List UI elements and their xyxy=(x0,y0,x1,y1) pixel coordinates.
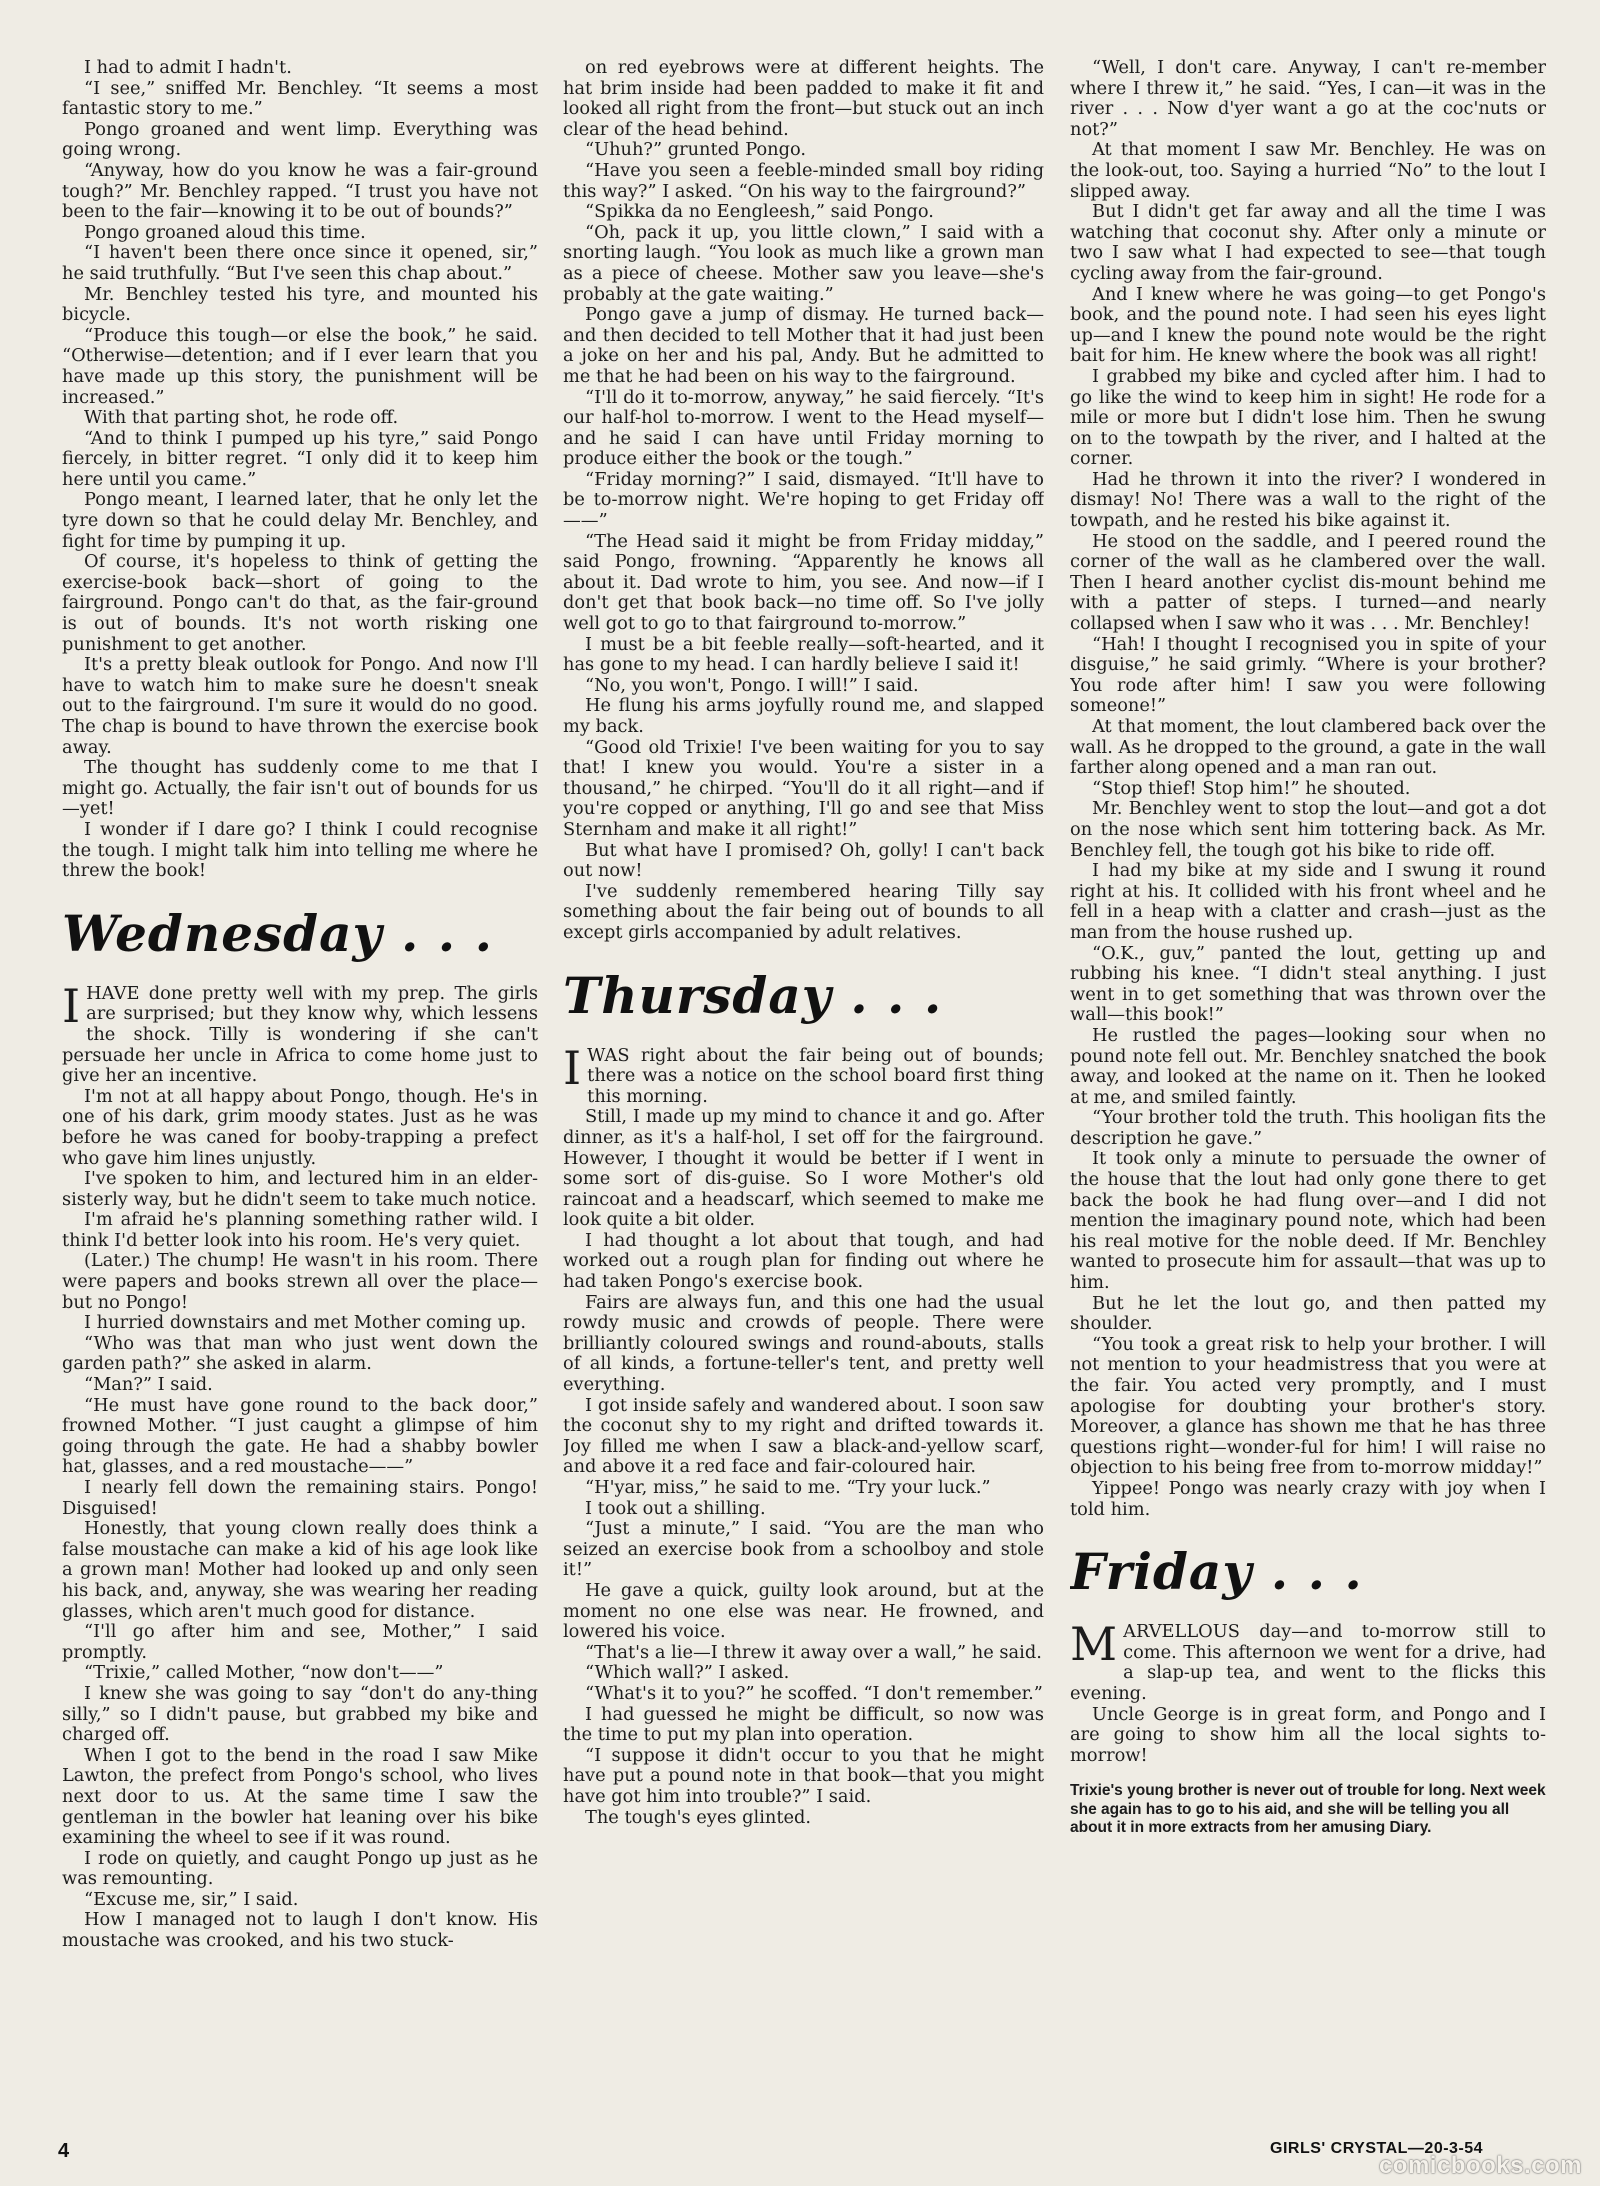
paragraph: I hurried downstairs and met Mother coming up. xyxy=(84,1312,527,1334)
paragraph: Honestly, that young clown really does think a false moustache can make a kid of his age look like a grown man! Mother had looked up and only seen his back, and, anyway, she was wearing her reading glasses, which aren't much good for distance. xyxy=(62,1518,538,1622)
paragraph: He gave a quick, guilty look around, but at the moment no one else was near. He frowned, and lowered his voice. xyxy=(563,1579,1044,1643)
paragraph: He flung his arms joyfully round me, and slapped my back. xyxy=(563,695,1044,737)
paragraph: I wonder if I dare go? I think I could recognise the tough. I might talk him into telling me where he threw the book! xyxy=(62,818,538,882)
paragraph: “I haven't been there once since it opened, sir,” he said truthfully. “But I've seen this chap about.” xyxy=(62,242,538,284)
watermark: comicbooks.com xyxy=(1378,2152,1582,2179)
paragraph: It took only a minute to persuade the owner of the house that the lout had only gone there to get back the book he had flung over—and I did not mention the imaginary pound note, which had been his real motive for the noble deed. If Mr. Benchley wanted to prosecute him for assault—that was up to him. xyxy=(1070,1148,1546,1294)
paragraph: “Your brother told the truth. This hooligan fits the description he gave.” xyxy=(1070,1107,1546,1149)
drop-cap: I xyxy=(62,978,81,1033)
paragraph: But he let the lout go, and then patted my shoulder. xyxy=(1070,1292,1546,1335)
paragraph: I had guessed he might be difficult, so now was the time to put my plan into operation. xyxy=(563,1703,1044,1746)
thursday-opening-paragraph xyxy=(563,1040,1044,1108)
paragraph: “I see,” sniffed Mr. Benchley. “It seems a most fantastic story to me.” xyxy=(62,77,538,120)
paragraph: “Produce this tough—or else the book,” he said. “Otherwise—detention; and if I ever learn that you have made up this story, the punishment will be increased.” xyxy=(62,324,538,408)
paragraph: I'm not at all happy about Pongo, though. He's in one of his dark, grim moody states. Just as he was before he was caned for booby-trapping a prefect who gave him lines unjustly. xyxy=(62,1085,538,1169)
paragraph: I knew she was going to say “don't do any-thing silly,” so I didn't pause, but grabbed my bike and charged off. xyxy=(62,1682,538,1746)
opening-text: ARVELLOUS day—and to-morrow still to come. This afternoon we went for a drive, had a slap-up tea, and went to the flicks this evening. xyxy=(1070,1621,1546,1704)
paragraph: I had thought a lot about that tough, and had worked out a rough plan for finding out where he had taken Pongo's exercise book. xyxy=(563,1229,1044,1293)
paragraph: Of course, it's hopeless to think of getting the exercise-book back—short of going to the fairground. Pongo can't do that, as the fair-ground is out of bounds. It's not worth risking one punishment to get another. xyxy=(62,551,538,655)
paragraph: “Stop thief! Stop him!” he shouted. xyxy=(1092,777,1411,799)
paragraph: “Excuse me, sir,” I said. xyxy=(84,1888,299,1910)
column-2-paragraphs-a xyxy=(563,58,1044,944)
drop-cap: M xyxy=(1070,1617,1118,1672)
paragraph: Had he thrown it into the river? I wondered in dismay! No! There was a wall to the right of the towpath, and he rested his bike against it. xyxy=(1070,468,1546,532)
paragraph: I took out a shilling. xyxy=(585,1497,766,1519)
paragraph: At that moment, the lout clambered back over the wall. As he dropped to the ground, a gate in the wall farther along opened and a man ran out. xyxy=(1070,716,1546,779)
paragraph: Mr. Benchley tested his tyre, and mounted his bicycle. xyxy=(62,283,538,326)
paragraph: Still, I made up my mind to chance it and go. After dinner, as it's a half-hol, I set off for the fairground. However, I thought it would be better if I went in some sort of dis-guise. So I wore Mother's old raincoat and a headscarf, which seemed to make me look quite a bit older. xyxy=(563,1106,1044,1231)
column-1-paragraphs-a xyxy=(62,58,538,882)
paragraph: I'm afraid he's planning something rather wild. I think I'd better look into his room. He's very quiet. xyxy=(62,1209,538,1251)
paragraph: With that parting shot, he rode off. xyxy=(84,407,399,429)
paragraph: He stood on the saddle, and I peered round the corner of the wall as he clambered over the wall. Then I heard another cyclist dis-mount behind me with a patter of steps. I turned—and nearly collapsed when I saw who it was . . . Mr. Benchley! xyxy=(1070,530,1546,635)
text-column-1 xyxy=(62,58,538,2108)
paragraph: I've spoken to him, and lectured him in an elder-sisterly way, but he didn't seem to take much notice. xyxy=(62,1168,538,1210)
paragraph: Pongo gave a jump of dismay. He turned back—and then decided to tell Mother that it had just been a joke on her and his pal, Andy. But he admitted to me that he had been on his way to the fairground. xyxy=(563,304,1044,387)
heading-wednesday: Wednesday . . . xyxy=(62,903,494,963)
magazine-footer: GIRLS' CRYSTAL—20-3-54 xyxy=(1270,2140,1484,2157)
paragraph: “Anyway, how do you know he was a fair-ground tough?” Mr. Benchley rapped. “I trust you have not been to the fair—knowing it to be out of bounds?” xyxy=(62,159,538,223)
paragraph: “O.K., guv,” panted the lout, getting up and rubbing his knee. “I didn't steal anything. I just went in to get something that was thrown over the wall—this book!” xyxy=(1070,942,1546,1026)
paragraph: “That's a lie—I threw it away over a wall,” he said. xyxy=(585,1641,1042,1663)
paragraph: At that moment I saw Mr. Benchley. He was on the look-out, too. Saying a hurried “No” to the lout I slipped away. xyxy=(1070,139,1546,202)
friday-opening-paragraph xyxy=(1070,1617,1546,1704)
column-2-paragraphs-b xyxy=(563,1107,1044,1828)
paragraph: How I managed not to laugh I don't know. His moustache was crooked, and his two stuck- xyxy=(62,1909,538,1952)
paragraph: I had to admit I hadn't. xyxy=(84,58,292,78)
paragraph: I got inside safely and wandered about. I soon saw the coconut shy to my right and drifted towards it. Joy filled me when I saw a black-and-yellow scarf, and above it a red face and fair-coloured hair. xyxy=(563,1394,1044,1478)
paragraph: “No, you won't, Pongo. I will!” I said. xyxy=(585,674,919,696)
paragraph: I rode on quietly, and caught Pongo up just as he was remounting. xyxy=(62,1847,538,1890)
paragraph: “Who was that man who just went down the garden path?” she asked in alarm. xyxy=(62,1332,538,1375)
paragraph: Mr. Benchley went to stop the lout—and got a dot on the nose which sent him tottering back. As Mr. Benchley fell, the tough got his bike to ride off. xyxy=(1070,798,1546,861)
paragraph: “And to think I pumped up his tyre,” said Pongo fiercely, in bitter regret. “I only did it to keep him here until you came.” xyxy=(62,427,538,490)
drop-cap: I xyxy=(563,1040,582,1095)
paragraph: Uncle George is in great form, and Pongo and I are going to show him all the local sights to-morrow! xyxy=(1070,1703,1546,1766)
text-column-3 xyxy=(1070,58,1546,2108)
paragraph: Pongo groaned and went limp. Everything was going wrong. xyxy=(62,118,538,161)
paragraph: But I didn't get far away and all the time I was watching that coconut shy. After only a minute or two I saw what I had expected to see—that tough cycling away from the fair-ground. xyxy=(1070,201,1546,284)
paragraph: “H'yar, miss,” he said to me. “Try your luck.” xyxy=(585,1477,991,1498)
paragraph: “Well, I don't care. Anyway, I can't re-member where I threw it,” he said. “Yes, I can—it was in the river . . . Now d'yer want a go at the coc'nuts or not?” xyxy=(1070,58,1546,140)
paragraph: “Man?” I said. xyxy=(84,1374,213,1396)
heading-friday: Friday . . . xyxy=(1070,1542,1363,1602)
paragraph: “Spikka da no Eengleesh,” said Pongo. xyxy=(585,201,934,223)
paragraph: “You took a great risk to help your brother. I will not mention to your headmistress that you were at the fair. You acted very promptly, and I must apologise for doubting your brother's story. Moreover, a glance has shown me that he has three questions right—wonder-ful for him! I will raise no objection to his being free from to-morrow midday!” xyxy=(1070,1333,1546,1479)
heading-thursday: Thursday . . . xyxy=(563,965,943,1025)
paragraph: on red eyebrows were at different heights. The hat brim inside had been padded to make it fit and looked all right from the front—but stuck out an inch clear of the head behind. xyxy=(563,58,1044,140)
paragraph: But what have I promised? Oh, golly! I can't back out now! xyxy=(563,839,1044,882)
wednesday-opening-paragraph xyxy=(62,978,538,1087)
paragraph: The tough's eyes glinted. xyxy=(585,1806,812,1828)
paragraph: And I knew where he was going—to get Pongo's book, and the pound note. I had seen his eyes light up—and I knew the pound note would be the right bait for him. He knew where the book was all right! xyxy=(1070,283,1546,367)
paragraph: “Just a minute,” I said. “You are the man who seized an exercise book from a schoolboy and stole it!” xyxy=(563,1518,1044,1581)
paragraph: Yippee! Pongo was nearly crazy with joy when I told him. xyxy=(1070,1477,1546,1520)
paragraph: “Hah! I thought I recognised you in spite of your disguise,” he said grimly. “Where is your brother? You rode after him! I saw you were following someone!” xyxy=(1070,633,1546,717)
page-number: 4 xyxy=(58,2140,70,2162)
paragraph: It's a pretty bleak outlook for Pongo. And now I'll have to watch him to make sure he doesn't sneak out to the fairground. I'm sure it would do no good. The chap is bound to have thrown the exercise book away. xyxy=(62,654,538,758)
paragraph: Fairs are always fun, and this one had the usual rowdy music and crowds of people. There were brilliantly coloured swings and round-abouts, stalls of all kinds, a fortune-teller's tent, and pretty well everything. xyxy=(563,1291,1044,1396)
paragraph: Pongo meant, I learned later, that he only let the tyre down so that he could delay Mr. Benchley, and fight for time by pumping it up. xyxy=(62,489,538,552)
paragraph: “Have you seen a feeble-minded small boy riding this way?” I asked. “On his way to the fairground?” xyxy=(563,159,1044,202)
paragraph: “Which wall?” I asked. xyxy=(585,1662,790,1684)
paragraph: When I got to the bend in the road I saw Mike Lawton, the prefect from Pongo's school, who lives next door to us. At the same time I saw the gentleman in the bowler hat leaning over his bike examining the wheel to see if it was round. xyxy=(62,1744,538,1849)
paragraph: “Uhuh?” grunted Pongo. xyxy=(585,139,807,161)
paragraph: “He must have gone round to the back door,” frowned Mother. “I just caught a glimpse of him going through the gate. He had a shabby bowler hat, glasses, and a red moustache——” xyxy=(62,1394,538,1478)
next-week-blurb: Trixie's young brother is never out of trouble for long. Next week she again has to go to his aid, and she will be telling you all about it in more extracts from her amusing Diary. xyxy=(1070,1782,1546,1837)
paragraph: “I'll do it to-morrow, anyway,” he said fiercely. “It's our half-hol to-morrow. I went to the Head myself—and he said I can have until Friday morning to produce either the book or the tough.” xyxy=(563,386,1044,470)
paragraph: “Friday morning?” I said, dismayed. “It'll have to be to-morrow night. We're hoping to get Friday off——” xyxy=(563,468,1044,532)
paragraph: He rustled the pages—looking sour when no pound note fell out. Mr. Benchley snatched the book away, and looked at the name on it. Then he looked at me, and smiled faintly. xyxy=(1070,1024,1546,1108)
paragraph: I grabbed my bike and cycled after him. I had to go like the wind to keep him in sight! He rode for a mile or more but I didn't lose him. Then he swung on to the towpath by the river, and I halted at the corner. xyxy=(1070,365,1546,470)
column-3-paragraphs-a xyxy=(1070,58,1546,1520)
paragraph: “I suppose it didn't occur to you that he might have put a pound note in that book—that you might have got him into trouble?” I said. xyxy=(563,1744,1044,1807)
paragraph: “The Head said it might be from Friday midday,” said Pongo, frowning. “Apparently he knows all about it. Dad wrote to him, you see. And now—if I don't get that book back—no time off. So I've jolly well got to go to that fairground to-morrow.” xyxy=(563,530,1044,635)
paragraph: I had my bike at my side and I swung it round right at his. It collided with his front wheel and he fell in a heap with a clatter and crash—just as the man from the house rushed up. xyxy=(1070,860,1546,943)
paragraph: I must be a bit feeble really—soft-hearted, and it has gone to my head. I can hardly believe I said it! xyxy=(563,633,1044,676)
paragraph: “Oh, pack it up, you little clown,” I said with a snorting laugh. “You look as much like a grown man as a piece of cheese. Mother saw you leave—she's probably at the gate waiting.” xyxy=(563,221,1044,305)
paragraph: “Trixie,” called Mother, “now don't——” xyxy=(84,1662,444,1684)
paragraph: (Later.) The chump! He wasn't in his room. There were papers and books strewn all over the place—but no Pongo! xyxy=(62,1250,538,1313)
column-1-paragraphs-b xyxy=(62,1087,538,1952)
paragraph: I've suddenly remembered hearing Tilly say something about the fair being out of bounds to all except girls accompanied by adult relatives. xyxy=(563,880,1044,943)
paragraph: Pongo groaned aloud this time. xyxy=(84,221,366,243)
paragraph: I nearly fell down the remaining stairs. Pongo! Disguised! xyxy=(62,1477,538,1519)
text-column-2 xyxy=(563,58,1044,2108)
column-3-paragraphs-b xyxy=(1070,1705,1546,1767)
paragraph: The thought has suddenly come to me that I might go. Actually, the fair isn't out of bounds for us—yet! xyxy=(62,757,538,820)
paragraph: “I'll go after him and see, Mother,” I said promptly. xyxy=(62,1621,538,1663)
opening-text: WAS right about the fair being out of bounds; there was a notice on the school board first thing this morning. xyxy=(587,1044,1044,1107)
paragraph: “What's it to you?” he scoffed. “I don't remember.” xyxy=(585,1682,1043,1704)
opening-text: HAVE done pretty well with my prep. The girls are surprised; but they know why, which lessens the shock. Tilly is wondering if she can't persuade her uncle in Africa to come home just to give her an incentive. xyxy=(62,982,538,1087)
paragraph: “Good old Trixie! I've been waiting for you to say that! I knew you would. You're a sister in a thousand,” he chirped. “You'll do it all right—and if you're copped or anything, I'll go and see that Miss Sternham and make it all right!” xyxy=(563,736,1044,840)
